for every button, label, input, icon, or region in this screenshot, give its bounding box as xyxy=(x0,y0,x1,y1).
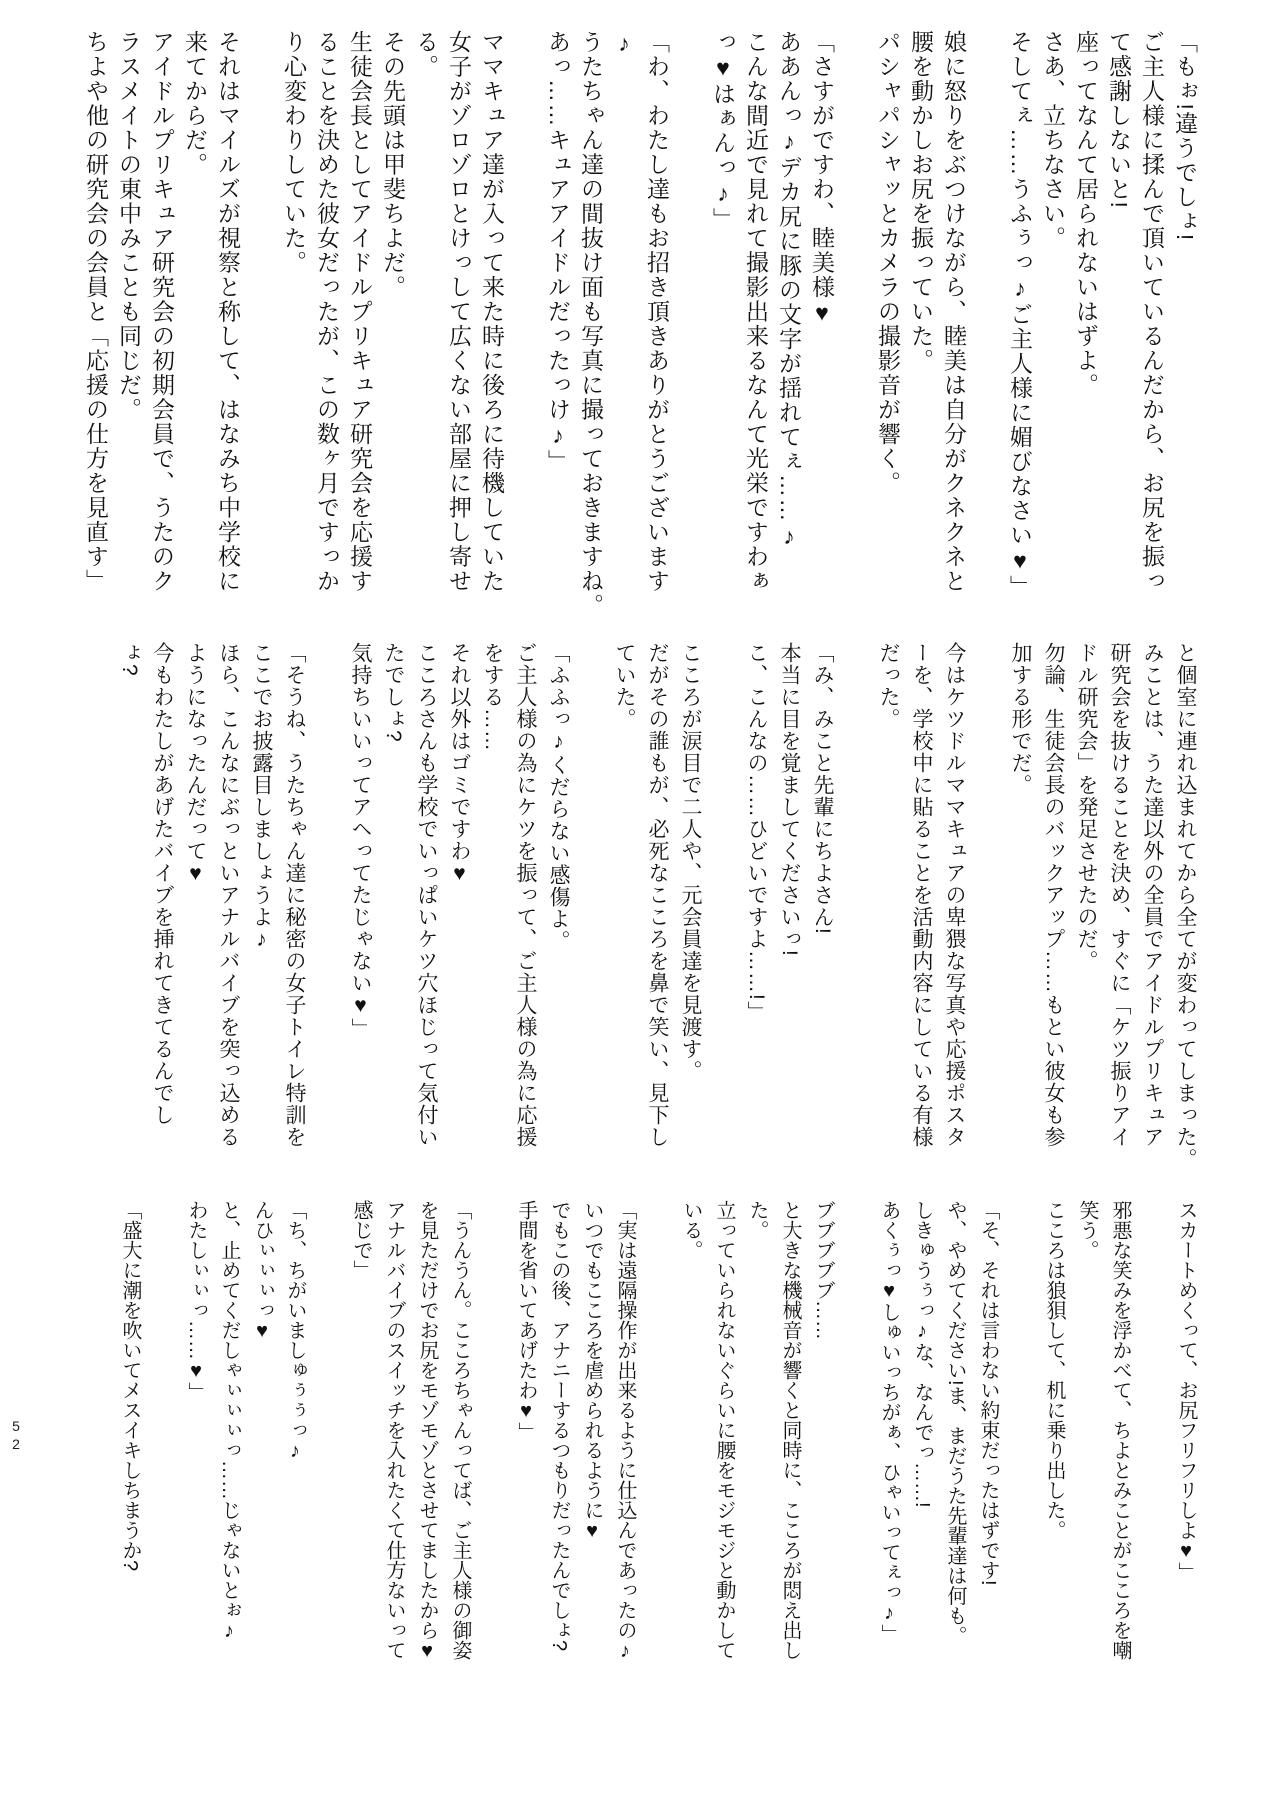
text-column: ご主人様に揉んで頂いているんだから、お尻を振っ xyxy=(1139,30,1165,594)
text-column: 「うんうん。こころちゃんってば、ご主人様の御姿 xyxy=(449,1200,471,1660)
text-column: 座ってなんて居られないはずよ。 xyxy=(1073,30,1099,398)
text-column: 笑う。 xyxy=(1076,1200,1098,1260)
text-column: ブブブブブ…… xyxy=(812,1200,834,1340)
text-column: て感謝しないと! xyxy=(1106,30,1132,210)
text-column: うたちゃん達の間抜け面も写真に撮っておきますね。 xyxy=(578,30,604,618)
text-column: 娘に怒りをぶつけながら、睦美は自分がクネクネと xyxy=(941,30,967,594)
text-column: た。 xyxy=(746,1200,768,1240)
text-block-top xyxy=(74,30,1196,618)
text-column: そしてぇ……うふぅっ♪ご主人様に媚びなさい♥」 xyxy=(1007,30,1033,600)
text-column: こころが涙目で二人や、元会員達を見渡す。 xyxy=(679,642,702,1082)
text-column: 「実は遠隔操作が出来るように仕込んであったの♪ xyxy=(614,1200,636,1662)
text-column: アナルバイブのスイッチを入れたくて仕方ないって xyxy=(383,1200,405,1660)
text-column: ここでお披露目しましょうよ♪ xyxy=(250,642,273,952)
text-column: 気持ちいいってアヘってたじゃない♥」 xyxy=(349,642,372,1040)
text-column: スカートめくって、お尻フリフリしよ♥」 xyxy=(1175,1200,1197,1582)
text-column: ♪ xyxy=(611,30,637,58)
text-column: 加する形でだ。 xyxy=(1009,642,1032,796)
text-column: 「そ、それは言わない約束だったはずです! xyxy=(977,1200,999,1586)
text-column: わたしぃぃっ……♥」 xyxy=(185,1200,207,1402)
text-column: を見ただけでお尻をモゾモゾとさせてましたから♥ xyxy=(416,1200,438,1662)
text-column: あっ……キュアアイドルだったっけ♪」 xyxy=(545,30,571,474)
text-column: 「ち、ちがいましゅぅぅっ♪ xyxy=(284,1200,306,1462)
text-column: 本当に目を覚ましてくださいっ! xyxy=(778,642,801,957)
text-column: しきゅうぅっ♪な、なんでっ……! xyxy=(911,1200,933,1508)
text-column: っ♥はぁんっ♪」 xyxy=(710,30,736,232)
text-column: や、やめてください!ま、まだうた先輩達は何も。 xyxy=(944,1200,966,1646)
text-column: る。 xyxy=(413,30,439,79)
text-column: 勿論、生徒会長のバックアップ……もとい彼女も参 xyxy=(1042,642,1065,1148)
text-column: 今もわたしがあげたバイブを挿れてきてるんでし xyxy=(151,642,174,1126)
text-column: パシャパシャッとカメラの撮影音が響く。 xyxy=(875,30,901,496)
text-column: ドル研究会」を発足させたのだ。 xyxy=(1075,642,1098,972)
text-column: 立っていられないぐらいに腰をモジモジと動かして xyxy=(713,1200,735,1660)
text-column: 来てからだ。 xyxy=(182,30,208,177)
text-column: それ以外はゴミですわ♥ xyxy=(448,642,471,886)
text-column: あくぅっ♥しゅいっちがぁ、ひゃいってぇっ♪」 xyxy=(878,1200,900,1644)
text-column: ょ? xyxy=(118,642,141,677)
text-column: 女子がゾロゾロとけっして広くない部屋に押し寄せ xyxy=(446,30,472,594)
text-column: アイドルプリキュア研究会の初期会員で、うたのク xyxy=(149,30,175,594)
text-column: ママキュア達が入って来た時に後ろに待機していた xyxy=(479,30,505,594)
text-column: いる。 xyxy=(680,1200,702,1260)
text-column: さあ、立ちなさい。 xyxy=(1040,30,1066,251)
text-column: ることを決めた彼女だったが、この数ヶ月ですっか xyxy=(314,30,340,594)
text-column: 研究会を抜けることを決め、すぐに「ケツ振りアイ xyxy=(1108,642,1131,1148)
text-column: ほら、こんなにぶっといアナルバイブを突っ込める xyxy=(217,642,240,1148)
text-column: こんな間近で見れて撮影出来るなんて光栄ですわぁ xyxy=(743,30,769,594)
text-block-bottom xyxy=(107,1200,1196,1662)
text-column: 手間を省いてあげたわ♥」 xyxy=(515,1200,537,1442)
text-column: 「わ、わたし達もお招き頂きありがとうございます xyxy=(644,30,670,594)
text-column: をする…… xyxy=(481,642,504,752)
text-column: ラスメイトの東中みことも同じだ。 xyxy=(116,30,142,422)
text-column: こころは狼狽して、机に乗り出した。 xyxy=(1043,1200,1065,1540)
text-column: と、止めてくだしゃぃぃぃっ……じゃないとぉ♪ xyxy=(218,1200,240,1642)
text-column: 「もぉ!違うでしょ! xyxy=(1172,30,1198,242)
text-column: だがその誰もが、必死なこころを鼻で笑い、見下し xyxy=(646,642,669,1148)
text-column: 「そうね、うたちゃん達に秘密の女子トイレ特訓を xyxy=(283,642,306,1148)
text-column: ていた。 xyxy=(613,642,636,730)
text-column: と個室に連れ込まれてから全てが変わってしまった。 xyxy=(1174,642,1197,1170)
text-column: り心変わりしていた。 xyxy=(281,30,307,275)
text-column: ご主人様の為にケツを振って、ご主人様の為に応援 xyxy=(514,642,537,1148)
text-column: みことは、うた達以外の全員でアイドルプリキュア xyxy=(1141,642,1164,1148)
text-column: こ、こんなの……ひどいですよ……!」 xyxy=(745,642,768,1023)
text-column: 「み、みこと先輩にちよさん! xyxy=(811,642,834,935)
text-column: ようになったんだって♥ xyxy=(184,642,207,886)
text-column: んひぃぃぃっ♥ xyxy=(251,1200,273,1342)
text-column: 「さすがですわ、睦美様♥ xyxy=(809,30,835,327)
text-column: その先頭は甲斐ちよだ。 xyxy=(380,30,406,300)
text-column: 「盛大に潮を吹いてメスイキしちまうか? xyxy=(119,1200,141,1572)
text-column: ちよや他の研究会の会員と「応援の仕方を見直す」 xyxy=(83,30,109,594)
text-column: 生徒会長としてアイドルプリキュア研究会を応援す xyxy=(347,30,373,594)
text-column: たでしょ? xyxy=(382,642,405,743)
text-column: 邪悪な笑みを浮かべて、ちよとみことがこころを嘲 xyxy=(1109,1200,1131,1660)
text-column: こころさんも学校でいっぱいケツ穴ほじって気付い xyxy=(415,642,438,1148)
text-column: でもこの後、アナニーするつもりだったんでしょ? xyxy=(548,1200,570,1652)
text-column: いつでもこころを虐められるように♥ xyxy=(581,1200,603,1542)
text-column: と大きな機械音が響くと同時に、こころが悶え出し xyxy=(779,1200,801,1660)
text-column: だった。 xyxy=(877,642,900,730)
text-column: 腰を動かしお尻を振っていた。 xyxy=(908,30,934,373)
text-column: 今はケツドルママキュアの卑猥な写真や応援ポスタ xyxy=(943,642,966,1148)
text-block-middle xyxy=(107,642,1196,1170)
text-column: ーを、学校中に貼ることを活動内容にしている有様 xyxy=(910,642,933,1148)
page-number: 52 xyxy=(8,1418,24,1454)
text-column: それはマイルズが視察と称して、はなみち中学校に xyxy=(215,30,241,594)
text-column: 感じで」 xyxy=(350,1200,372,1280)
text-column: 「ふふっ♪くだらない感傷よ。 xyxy=(547,642,570,952)
text-column: ああんっ♪デカ尻に豚の文字が揺れてぇ……♪ xyxy=(776,30,802,551)
